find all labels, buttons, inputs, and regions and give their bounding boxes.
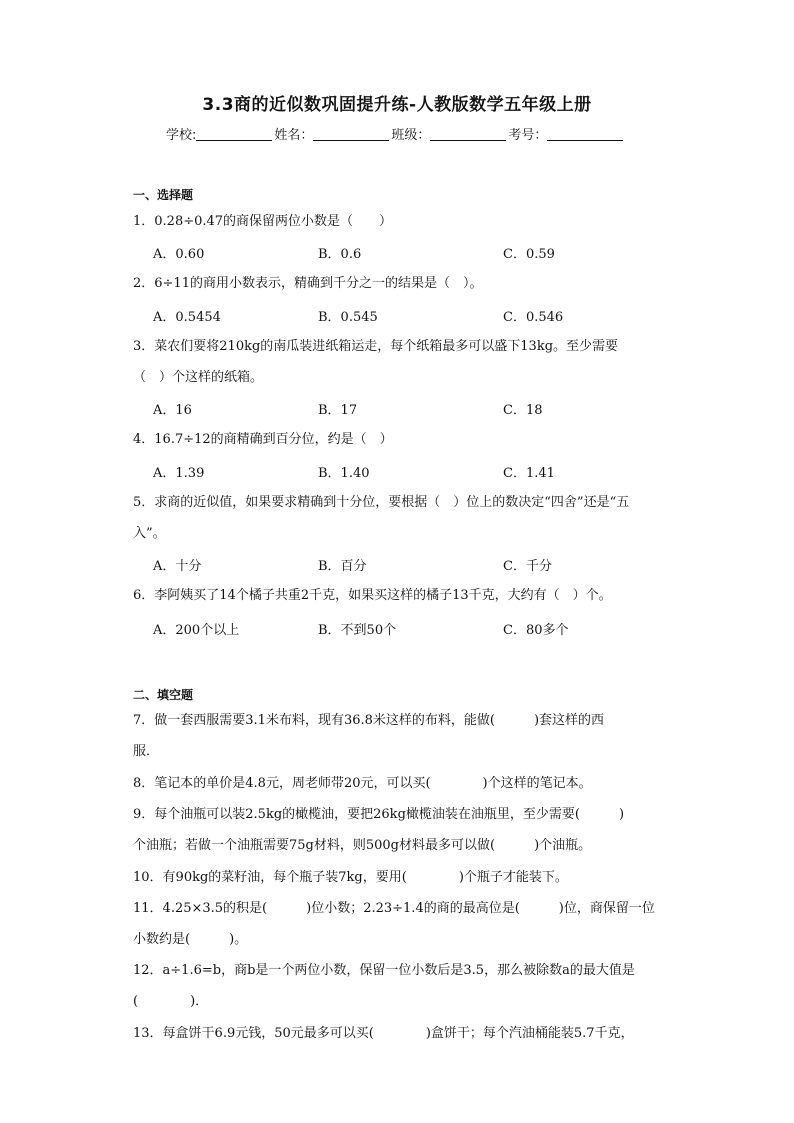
section-choice-heading: 一、选择题	[133, 188, 194, 202]
choice-question-5	[133, 487, 673, 549]
question-text: 1．0.28÷0.47的商保留两位小数是（ ）	[133, 214, 393, 229]
option-a: A．0.60	[153, 247, 205, 262]
question-text-line-1: 5．求商的近似值，如果要求精确到十分位，要根据（ ）位上的数决定“四舍”还是“五	[133, 495, 630, 510]
question-text-line-2: ( )．	[133, 994, 209, 1009]
page-title: 3.3商的近似数巩固提升练-人教版数学五年级上册	[202, 95, 592, 115]
question-text: 8．笔记本的单价是4.8元，周老师带20元，可以买( )个这样的笔记本。	[133, 776, 592, 791]
class-blank	[430, 128, 506, 141]
option-a: A．0.5454	[153, 310, 221, 325]
option-b: B．0.545	[318, 310, 378, 325]
fill-question-9	[133, 799, 673, 861]
choice-options-2	[153, 306, 673, 326]
question-text-line-2: 服．	[133, 744, 160, 759]
fill-question-10	[133, 862, 673, 893]
name-label: 姓名：	[274, 128, 314, 143]
option-b: B．不到50个	[318, 623, 397, 638]
school-blank	[196, 128, 272, 141]
choice-question-2	[133, 268, 673, 299]
section-fill-heading: 二、填空题	[133, 688, 194, 702]
option-c: C．0.59	[503, 247, 555, 262]
choice-options-6	[153, 619, 673, 639]
choice-question-3	[133, 331, 673, 393]
choice-options-3	[153, 399, 673, 419]
option-c: C．0.546	[503, 310, 564, 325]
question-text: 2．6÷11的商用小数表示，精确到千分之一的结果是（ ）。	[133, 276, 483, 291]
option-b: B．0.6	[318, 247, 362, 262]
question-text: 10．有90kg的菜籽油，每个瓶子装7kg，要用( )个瓶子才能装下。	[133, 870, 568, 885]
question-text-line-1: 9．每个油瓶可以装2.5kg的橄榄油，要把26kg橄榄油装在油瓶里，至少需要( )	[133, 807, 625, 822]
choice-options-1	[153, 243, 673, 263]
exam-no-label: 考号：	[508, 128, 548, 143]
question-text-line-2: （ ）个这样的纸箱。	[133, 370, 264, 385]
option-a: A．16	[153, 403, 192, 418]
exam-no-blank	[547, 128, 623, 141]
fill-question-12	[133, 955, 673, 1017]
choice-options-4	[153, 462, 673, 482]
option-c: C．80多个	[503, 623, 569, 638]
question-text-line-1: 7．做一套西服需要3.1米布料，现有36.8米这样的布料，能做( )套这样的西	[133, 713, 605, 728]
fill-question-7	[133, 705, 673, 767]
question-text: 13．每盒饼干6.9元钱，50元最多可以买( )盒饼干；每个汽油桶能装5.7千克，	[133, 1026, 634, 1041]
question-text-line-2: 个油瓶；若做一个油瓶需要75g材料，则500g材料最多可以做( )个油瓶。	[133, 838, 592, 853]
school-label: 学校:	[166, 128, 197, 143]
option-a: A．200个以上	[153, 623, 240, 638]
option-a: A．十分	[153, 559, 202, 574]
question-text-line-2: 入”。	[133, 526, 166, 541]
fill-question-8	[133, 768, 673, 799]
class-label: 班级：	[391, 128, 431, 143]
choice-options-5	[153, 555, 673, 575]
option-b: B．1.40	[318, 466, 370, 481]
question-text: 6．李阿姨买了14个橘子共重2千克，如果买这样的橘子13千克，大约有（ ）个。	[133, 588, 612, 603]
fill-question-11	[133, 893, 673, 955]
student-info-line	[166, 124, 625, 143]
choice-question-6	[133, 580, 673, 611]
question-text-line-1: 3．菜农们要将210kg的南瓜装进纸箱运走，每个纸箱最多可以盛下13kg。至少需要	[133, 339, 619, 354]
fill-question-13	[133, 1018, 673, 1049]
option-c: C．1.41	[503, 466, 555, 481]
choice-question-4	[133, 424, 673, 455]
option-c: C．18	[503, 403, 543, 418]
question-text-line-1: 12．a÷1.6=b，商b是一个两位小数，保留一位小数后是3.5，那么被除数a的最大值是	[133, 963, 635, 978]
option-c: C．千分	[503, 559, 552, 574]
option-b: B．百分	[318, 559, 367, 574]
question-text-line-1: 11．4.25×3.5的积是( )位小数；2.23÷1.4的商的最高位是( )位，商保留一位	[133, 901, 655, 916]
option-a: A．1.39	[153, 466, 205, 481]
choice-question-1	[133, 206, 673, 237]
question-text: 4．16.7÷12的商精确到百分位，约是（ ）	[133, 432, 393, 447]
name-blank	[313, 128, 389, 141]
question-text-line-2: 小数约是( )。	[133, 932, 248, 947]
option-b: B．17	[318, 403, 358, 418]
